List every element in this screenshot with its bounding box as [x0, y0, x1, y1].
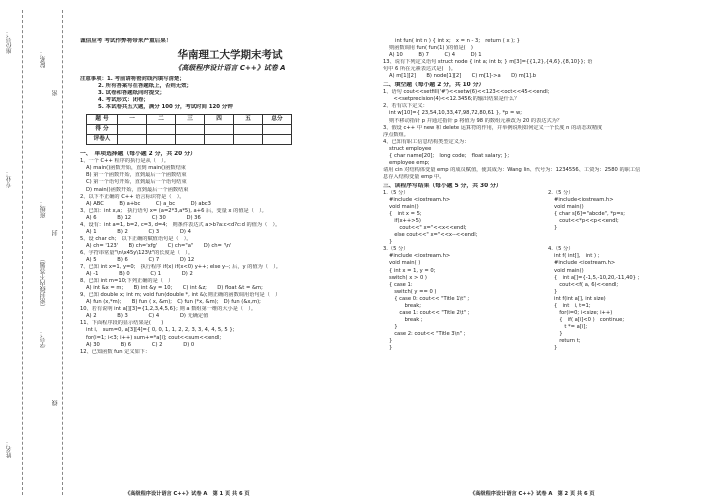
rule-line: 5. 本试卷共五大题，满分 100 分，考试时间 120 分钟	[98, 104, 233, 111]
score-header-cell: 四	[205, 115, 234, 125]
question-line: { char name[20]; long code; float salary; };	[389, 152, 510, 159]
question-list-1	[80, 158, 380, 355]
program-block	[383, 246, 538, 352]
seal-mark-1: 密	[52, 90, 59, 96]
score-table	[86, 114, 292, 145]
integrity-notice: 诚信应考 考试作弊将带来严重后果！	[80, 38, 172, 44]
question-line: for(i=1; i<3; i++) sum+=*a[i]; cout<<sum<<endl;	[86, 334, 222, 341]
code-line: void main()	[554, 267, 584, 274]
question-line: 3、假设 c++ 中 new 和 delete 运算符的作用，并举例说明如何定义一个长度 n 的动态双精度	[383, 124, 603, 131]
class-label: 班级：	[40, 200, 47, 218]
rule-line: 2. 所有答案写在答题纸上，否则无效；	[98, 83, 192, 90]
question-list-1-cont	[383, 38, 703, 80]
seal-notice: （密封线内不答题）	[40, 256, 47, 310]
score-cell	[205, 135, 234, 145]
question-line: A) m[1][2] B) node[1][2] C) m[1]->a D) m[1].b	[389, 73, 537, 80]
question-line: 息存入结构变量 emp 中。	[383, 173, 445, 180]
code-line: else cout<<" x="<<x--<<endl;	[389, 232, 478, 239]
section-1-heading: 一、 单项选择题（每小题 2 分，共 20 分）	[80, 151, 196, 158]
score-header-cell: 五	[234, 115, 263, 125]
question-line: A) 5 B) 6 C) 7 D) 12	[86, 256, 195, 263]
code-line: t *= a[i];	[554, 323, 588, 330]
question-line: 1、语句 cout<<setfill('#')<<setw(6)<<123<<oct<<45<<endl;	[383, 89, 550, 96]
question-line: 7、已知 int x=1, y=0; 执行程序 if(x) if(x<0) y++; else y--; 后，y 的值为（ ）。	[80, 264, 281, 271]
score-cell	[205, 125, 234, 135]
question-line: 10、若有说明 int a[][3]={1,2,3,4,5,6}; 则 a 数组第一维的大小是（ ）。	[80, 306, 257, 313]
program-label: 3.（5 分）	[383, 246, 409, 253]
score-cell	[176, 125, 205, 135]
rule-line: 4. 考试形式：闭卷；	[98, 97, 149, 104]
question-line: struct employee	[389, 145, 432, 152]
score-cell	[234, 125, 263, 135]
code-line: { int a[]={-1,5,-10,20,-11,40} ;	[554, 274, 640, 281]
code-line: cout<<f( a, 6)<<endl;	[554, 281, 619, 288]
score-row-label: 得 分	[87, 125, 118, 135]
seal-mark-3: 线	[52, 400, 59, 406]
code-line: { int i, t=1;	[554, 302, 591, 309]
code-line: void main( )	[389, 260, 421, 267]
question-line: int w[10]={ 23,54,10,33,47,98,72,80,61 }, *p = w;	[389, 110, 522, 117]
seat-number-label: 座位号：	[6, 30, 13, 54]
program-grid-top	[383, 190, 703, 246]
code-line: }	[389, 345, 393, 352]
code-line: }	[554, 225, 558, 232]
seal-mark-2: 封	[52, 230, 59, 236]
question-line: C) 第一个语句开始，直到最后一个语句结束	[86, 179, 187, 186]
program-label: 4.（5 分）	[548, 246, 574, 253]
question-line: 6、字符串常量"\n\x45y\123\t"的长度是（ ）。	[80, 249, 194, 256]
question-line: 12、已知函数 fun 定义如下：	[80, 348, 151, 355]
question-line: 3、已知：int x,a; 执行语句 x= (a=2*3,a*5), a+6 后，变量 x 的值是（ ）。	[80, 207, 267, 214]
question-line: A) 2 B) 3 C) 4 D) 无确定值	[86, 313, 209, 320]
code-line: #include <iostream.h>	[554, 260, 616, 267]
code-line: break ;	[389, 316, 423, 323]
score-row	[87, 125, 292, 135]
score-cell	[263, 135, 292, 145]
score-cell	[234, 135, 263, 145]
score-cell	[147, 125, 176, 135]
score-cell	[118, 125, 147, 135]
code-line: #include<iostream.h>	[554, 197, 614, 204]
program-grid-bottom	[383, 246, 703, 352]
score-header-cell: 一	[118, 115, 147, 125]
department-label: 院系：	[40, 50, 47, 68]
question-line: 4、已知有职工信息结构类型定义为：	[383, 138, 470, 145]
score-header-cell: 题 号	[87, 115, 118, 125]
score-table-header	[87, 115, 292, 125]
question-line: A) -1 B) 0 C) 1 D) 2	[86, 271, 193, 278]
question-line: 2、若有以下定义：	[383, 103, 428, 110]
code-line: }	[389, 239, 393, 246]
question-line: 9、已知 double x; int m; void fun(double *, int &);则正确的函数调用语句是（ ）	[80, 292, 281, 299]
grader-row	[87, 135, 292, 145]
code-line: }	[554, 288, 558, 295]
code-line: void main()	[389, 204, 419, 211]
question-line: A) ABC B) a+bc C) a_bc D) abc3	[86, 200, 211, 207]
page-left	[80, 38, 380, 356]
question-line: A) 10 B) 7 C) 4 D) 1	[389, 52, 482, 59]
score-header-cell: 二	[147, 115, 176, 125]
question-line: A) fun (x,*m); B) fun ( x, &m); C) fun (*x, &m); D) fun (&x,m);	[86, 299, 261, 306]
question-line: A) 1 B) 2 C) 3 D) 4	[86, 228, 191, 235]
question-line: 1、一个 C++ 程序的执行是从（ ）。	[80, 158, 169, 165]
program-label: 2.（5 分）	[548, 189, 574, 196]
code-line: { char s[6]="abcde", *p=s;	[554, 211, 626, 218]
code-line: { int x = 1, y = 0;	[389, 267, 436, 274]
name-field-label: 姓名：	[6, 440, 13, 458]
page-footer-left: 《高级程序设计语言 C++》试卷 A 第 1 页 共 6 页	[125, 491, 250, 497]
code-line: { case 1:	[389, 281, 413, 288]
binding-margin	[0, 0, 74, 503]
code-line: switch( x > 0 )	[389, 274, 427, 281]
code-line: { if( a[i]<0 ) continue;	[554, 316, 625, 323]
question-line: <<setprecision(4)<<12.3456;的输出结果是什么？	[383, 96, 520, 103]
program-block	[548, 246, 703, 352]
question-line: int i, sum=0, a[3][4]={ 0, 0, 1, 1, 2, 2, 3, 3, 4, 4, 5, 5 };	[86, 327, 235, 334]
question-line: A) ch= '123' B) ch='xfg' C) ch="a" D) ch= '\n'	[86, 242, 232, 249]
question-line: 则函数调用 fun( fun(1) )的值是( )	[389, 45, 473, 52]
code-line: { int x = 5;	[389, 211, 422, 218]
program-block	[548, 190, 703, 246]
question-line: 句中 6 所在元素表达式是( )。	[383, 66, 456, 73]
page-right	[383, 38, 703, 352]
code-line: }	[554, 330, 563, 337]
seal-line	[62, 10, 63, 495]
section-2-heading: 二、填空题（每小题 2 分，共 10 分）	[383, 82, 485, 89]
score-cell	[263, 125, 292, 135]
program-block	[383, 190, 538, 246]
score-cell	[176, 135, 205, 145]
question-line: A) int &x = m; B) int &y = 10; C) int &z; D) float &t = &m;	[86, 285, 263, 292]
question-line: B) 第一个函数开始，直到最后一个函数结束	[86, 172, 187, 179]
code-line: }	[389, 323, 398, 330]
program-label: 1.（5 分）	[383, 189, 409, 196]
code-line: return t;	[554, 337, 581, 344]
code-line: switch( y == 0 )	[389, 288, 437, 295]
score-header-cell: 总分	[263, 115, 292, 125]
question-line: int fun( int n ) { int x; x = n - 3; return ( x ); }	[395, 38, 520, 44]
question-line: employee emp;	[389, 159, 430, 166]
question-line: 请用 cin 对结构体变量 emp 的成员赋值，使其成为：Wang lin、代号为：1234556、工资为：2580 的职工信	[383, 166, 641, 173]
question-line: 4、设有：int a=1, b=2, c=3, d=4; 则条件表达式 a>b?a:c<d?c:d 的值为（ ）。	[80, 221, 281, 228]
code-line: case 1: cout<< "Title 2\t" ;	[389, 309, 470, 316]
exam-subtitle: 《高级程序设计语言 C++》试卷 A	[174, 64, 286, 73]
question-line: 2、以下不正确的 C++ 语言标识符是（ ）。	[80, 193, 185, 200]
code-line: int f(int a[], int size)	[554, 295, 606, 302]
question-line: 13、说有下列定义语句 struct node { int a; int b; } m[3]={{1,2},{4,6},{8,10}}; 语	[383, 59, 593, 66]
code-line: { case 0: cout<< "Title 1\t" ;	[389, 295, 470, 302]
question-line: 5、设 char ch; 以下正确的赋值语句是（ ）。	[80, 235, 192, 242]
code-line: case 2: cout<< "Title 3\n" ;	[389, 330, 466, 337]
question-line: A) 30 B) 6 C) 2 D) 0	[86, 341, 195, 348]
rule-line: 3. 试卷和答题纸同时提交；	[98, 90, 165, 97]
code-line: if(x++>5)	[389, 218, 421, 225]
score-cell	[118, 135, 147, 145]
code-line: }	[554, 345, 558, 352]
fold-line	[22, 10, 23, 495]
question-line: 11、下面程序段的显示结果是( )	[80, 320, 164, 327]
score-header-cell: 三	[176, 115, 205, 125]
question-list-2	[383, 89, 703, 181]
code-line: for(i=0; i<size; i++)	[554, 309, 613, 316]
score-cell	[147, 135, 176, 145]
question-line: A) 6 B) 12 C) 30 D) 36	[86, 214, 201, 221]
student-id-label: 学号：	[40, 330, 47, 348]
code-line: break;	[389, 302, 421, 309]
code-line: cout<<*p<<p<<endl;	[554, 218, 619, 225]
question-line: 则不移动指针 p 并通过指针 p 将值为 98 的数组元素改为 20 的表达式为？	[389, 117, 563, 124]
code-line: #include <iostream.h>	[389, 197, 451, 204]
question-line: D) main()函数开始，直到最后一个函数结束	[86, 186, 189, 193]
major-label: 专业：	[6, 170, 13, 188]
section-3-heading: 三、读程序写结果（每小题 5 分，共 30 分）	[383, 182, 502, 189]
code-line: }	[389, 337, 393, 344]
grader-row-label: 评卷人	[87, 135, 118, 145]
exam-title: 华南理工大学期末考试	[177, 49, 283, 62]
question-line: 8、已知 int m=10;下列正确的是（ ）	[80, 278, 174, 285]
page-footer-right: 《高级程序设计语言 C++》试卷 A 第 2 页 共 6 页	[470, 491, 595, 497]
code-line: cout<<" x="<<x<<endl;	[389, 225, 467, 232]
rule-line: 注意事项：1. 考前请将密封线内填写清楚；	[80, 76, 185, 83]
code-line: void main()	[554, 204, 584, 211]
question-line: 浮点数组。	[383, 131, 409, 138]
code-line: int f( int[], int ) ;	[554, 253, 600, 260]
code-line: #include <iostream.h>	[389, 253, 451, 260]
question-line: A) main()函数开始，直到 main()函数结束	[86, 165, 186, 172]
